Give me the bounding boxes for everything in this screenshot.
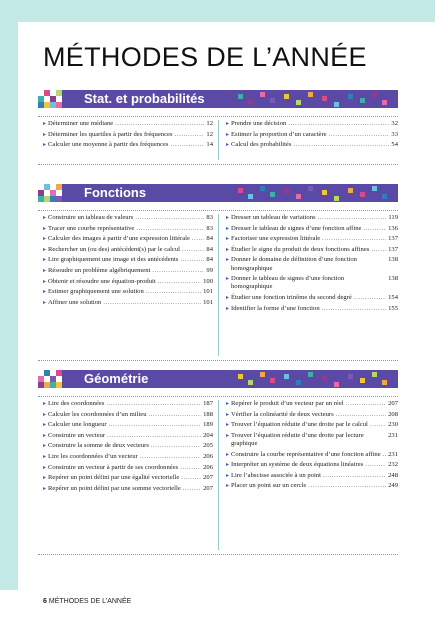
method-label: Donner le domaine de définition d’une fonction homographique [231, 256, 357, 272]
method-label: Résoudre un problème algébriquement [48, 266, 151, 274]
page-number: 207 [203, 484, 213, 492]
method-entry[interactable] [43, 464, 213, 472]
method-label: Étudier une fonction trinôme du second degré [231, 293, 352, 301]
page-number: 84 [206, 256, 213, 264]
column-divider [218, 120, 219, 160]
decor-square [348, 374, 353, 379]
bullet-arrow-icon: ▸ [43, 485, 47, 492]
method-label: Construire la courbe représentative d’une fonction affine [231, 450, 381, 458]
method-entry[interactable] [43, 256, 213, 264]
leader-dots [182, 246, 204, 254]
page-number: 119 [388, 214, 398, 221]
decor-square [260, 186, 265, 191]
method-label: Lire les coordonnées d’un vecteur [48, 452, 138, 460]
section-title: Stat. et probabilités [84, 91, 205, 106]
column-right [226, 400, 398, 493]
section-rule-top [38, 116, 398, 117]
method-entry[interactable] [226, 482, 398, 490]
page-number: 84 [206, 235, 213, 243]
method-entry[interactable] [43, 411, 213, 419]
decor-square [308, 92, 313, 97]
page-number: 99 [206, 266, 213, 274]
page-number: 205 [203, 442, 213, 450]
bullet-arrow-icon: ▸ [226, 294, 230, 301]
method-label: Calcul des probabilités [231, 141, 292, 149]
page-number: 231 [388, 450, 398, 458]
section-fonctions [38, 184, 398, 312]
method-label: Trouver l’équation réduite d’une droite par le calcul [231, 421, 368, 429]
page-number: 188 [203, 410, 213, 418]
decor-square [238, 94, 243, 99]
decor-square [248, 194, 253, 199]
leader-dots [346, 400, 387, 408]
leader-dots [192, 235, 205, 243]
method-label: Prendre une décision [231, 120, 287, 127]
bullet-arrow-icon: ▸ [43, 299, 47, 306]
footer-page-number: 6 [43, 598, 47, 605]
column-right [226, 120, 398, 152]
method-label: Interpréter un système de deux équations linéaires [231, 461, 364, 469]
method-label: Déterminer une médiane [48, 120, 114, 127]
decor-square [360, 192, 365, 197]
method-label: Tracer une courbe représentative [48, 224, 135, 232]
decor-square [372, 372, 377, 377]
decor-square [348, 188, 353, 193]
decor-square [360, 98, 365, 103]
decor-square [348, 94, 353, 99]
leader-dots [181, 474, 201, 482]
method-entry[interactable] [226, 214, 398, 222]
method-label: Estimer la proportion d’un caractère [231, 130, 327, 138]
decor-square [360, 378, 365, 383]
leader-dots [365, 461, 386, 469]
leader-dots [336, 411, 386, 419]
method-label: Dresser le tableau de signes d’une fonction affine [231, 224, 362, 232]
method-label: Affiner une solution [48, 298, 102, 306]
method-label: Calculer des images à partir d’une expression littérale [48, 235, 190, 243]
page-number: 208 [388, 410, 398, 418]
leader-dots [107, 432, 201, 440]
leader-dots [158, 278, 201, 286]
leader-dots [322, 305, 386, 313]
page-number: 83 [206, 224, 213, 232]
method-entry[interactable] [43, 453, 213, 461]
method-label: Vérifier la colinéarité de deux vecteurs [231, 410, 334, 418]
leader-dots [323, 472, 386, 480]
method-label: Lire des coordonnées [48, 400, 105, 407]
method-entry[interactable] [43, 267, 213, 275]
page-number: 137 [388, 235, 398, 243]
bullet-arrow-icon: ▸ [43, 121, 47, 127]
leader-dots [151, 442, 201, 450]
bullet-arrow-icon: ▸ [226, 483, 230, 490]
section-rule-bottom [38, 554, 398, 555]
bullet-arrow-icon: ▸ [226, 142, 230, 149]
method-label: Repérer le produit d’un vecteur par un réel [231, 400, 344, 407]
bullet-arrow-icon: ▸ [226, 215, 230, 221]
leader-dots [170, 141, 204, 149]
method-label: Calculer les coordonnées d’un milieu [48, 410, 147, 418]
method-entry[interactable] [226, 461, 398, 469]
method-entry[interactable] [43, 131, 213, 139]
decor-square [334, 102, 339, 107]
page-number: 33 [391, 130, 398, 138]
method-entry[interactable] [43, 278, 213, 286]
bullet-arrow-icon: ▸ [226, 432, 230, 439]
footer-label: MÉTHODES DE L’ANNÉE [48, 598, 132, 605]
method-label: Étudier le signe du produit de deux fonctions affines [231, 245, 370, 253]
method-entry[interactable] [43, 299, 213, 307]
method-label: Lire l’abscisse associée à un point [231, 471, 321, 479]
leader-dots [146, 288, 201, 296]
method-label: Construire un vecteur à partir de ses coordonnées [48, 463, 179, 471]
bullet-arrow-icon: ▸ [226, 121, 230, 127]
column-right [226, 214, 398, 315]
method-entry[interactable] [226, 421, 398, 429]
method-label: Factoriser une expression littérale [231, 235, 321, 243]
decor-square [372, 92, 377, 97]
bullet-arrow-icon: ▸ [43, 131, 47, 138]
decor-square [372, 186, 377, 191]
method-entry[interactable] [43, 120, 213, 128]
leader-dots [140, 453, 201, 461]
decor-square [296, 100, 301, 105]
bullet-arrow-icon: ▸ [43, 289, 47, 296]
page-number: 12 [206, 120, 213, 127]
bullet-arrow-icon: ▸ [43, 236, 47, 243]
section-geometrie [38, 370, 398, 492]
method-entry[interactable] [43, 400, 213, 408]
decor-square [382, 100, 387, 105]
method-label: Estimer graphiquement une solution [48, 288, 144, 296]
page-number: 154 [388, 293, 398, 301]
column-divider [218, 214, 219, 356]
method-entry[interactable] [226, 275, 398, 291]
leader-dots [329, 131, 390, 139]
method-entry[interactable] [43, 421, 213, 429]
leader-dots [149, 411, 202, 419]
page-number: 54 [391, 141, 398, 149]
section-rule-top [38, 396, 398, 397]
leader-dots [109, 421, 202, 429]
page-number: 136 [388, 224, 398, 232]
decor-square [296, 194, 301, 199]
section-header [38, 184, 398, 206]
decor-square [322, 376, 327, 381]
method-label: Repérer un point défini par une égalité vectorielle [48, 474, 180, 482]
method-label: Obtenir et résoudre une équation-produit [48, 277, 156, 285]
method-entry[interactable] [226, 400, 398, 408]
leader-dots [370, 421, 386, 429]
bullet-arrow-icon: ▸ [43, 257, 47, 264]
bullet-arrow-icon: ▸ [226, 451, 230, 458]
decor-square [270, 378, 275, 383]
method-label: Identifier la forme d’une fonction [231, 304, 320, 312]
method-label: Construire un vecteur [48, 431, 106, 439]
column-divider [218, 400, 219, 550]
decor-square [248, 380, 253, 385]
section-title: Fonctions [84, 185, 147, 200]
decor-square [308, 372, 313, 377]
leader-dots [322, 235, 386, 243]
method-label: Construire la somme de deux vecteurs [48, 442, 149, 450]
page-number: 138 [388, 256, 398, 264]
decor-square [382, 194, 387, 199]
method-label: Rechercher un (ou des) antécédent(s) par le calcul [48, 245, 180, 253]
leader-dots [183, 485, 201, 493]
decor-square [284, 94, 289, 99]
page-number: 187 [203, 400, 213, 407]
method-entry[interactable] [226, 305, 398, 313]
bullet-arrow-icon: ▸ [226, 411, 230, 418]
decor-square [284, 188, 289, 193]
bullet-arrow-icon: ▸ [43, 432, 47, 439]
page-number: 204 [203, 431, 213, 439]
method-entry[interactable] [226, 432, 398, 448]
page-number: 155 [388, 304, 398, 312]
bullet-arrow-icon: ▸ [43, 411, 47, 418]
section-header [38, 370, 398, 392]
decor-square [382, 380, 387, 385]
bullet-arrow-icon: ▸ [43, 443, 47, 450]
top-band [0, 0, 435, 22]
section-header [38, 90, 398, 112]
bullet-arrow-icon: ▸ [226, 246, 230, 253]
method-label: Calculer une moyenne à partir des fréquences [48, 141, 169, 149]
section-rule-bottom [38, 164, 398, 165]
side-band [0, 0, 18, 590]
decor-square [284, 374, 289, 379]
bullet-arrow-icon: ▸ [226, 422, 230, 429]
bullet-arrow-icon: ▸ [43, 422, 47, 429]
method-entry[interactable] [226, 141, 398, 149]
method-entry[interactable] [226, 235, 398, 243]
bullet-arrow-icon: ▸ [43, 225, 47, 232]
page-number: 232 [388, 461, 398, 469]
method-entry[interactable] [43, 432, 213, 440]
decor-square [38, 102, 44, 108]
method-entry[interactable] [43, 141, 213, 149]
section-stats [38, 90, 398, 149]
page-number: 83 [206, 214, 213, 221]
method-label: Lire graphiquement une image et des antécédents [48, 256, 179, 264]
method-entry[interactable] [43, 288, 213, 296]
leader-dots [106, 400, 201, 408]
method-entry[interactable] [43, 214, 213, 222]
leader-dots [293, 141, 389, 149]
bullet-arrow-icon: ▸ [43, 215, 47, 221]
page-number: 32 [391, 120, 398, 127]
page-number: 137 [388, 245, 398, 253]
method-entry[interactable] [43, 485, 213, 493]
page-number: 207 [203, 474, 213, 482]
method-entry[interactable] [226, 294, 398, 302]
leader-dots [115, 120, 204, 128]
method-entry[interactable] [43, 235, 213, 243]
method-entry[interactable] [226, 411, 398, 419]
page-number: 231 [388, 431, 398, 439]
leader-dots [136, 225, 204, 233]
decor-square [238, 374, 243, 379]
method-label: Déterminer les quartiles à partir des fréquences [48, 130, 173, 138]
section-title: Géométrie [84, 371, 149, 386]
decor-square [322, 96, 327, 101]
page-number: 206 [203, 463, 213, 471]
method-entry[interactable] [226, 451, 398, 459]
leader-dots [354, 294, 386, 302]
bullet-arrow-icon: ▸ [43, 278, 47, 285]
decor-square [270, 98, 275, 103]
leader-dots [363, 225, 386, 233]
bullet-arrow-icon: ▸ [226, 472, 230, 479]
bullet-arrow-icon: ▸ [226, 462, 230, 469]
method-entry[interactable] [43, 474, 213, 482]
decor-square [38, 196, 44, 202]
leader-dots [318, 214, 387, 222]
page-number: 138 [388, 275, 398, 283]
method-label: Repérer un point défini par une somme vectorielle [48, 484, 181, 492]
bullet-arrow-icon: ▸ [43, 142, 47, 149]
decor-square [308, 186, 313, 191]
bullet-arrow-icon: ▸ [226, 276, 230, 283]
leader-dots [288, 120, 389, 128]
page-number: 12 [206, 130, 213, 138]
bullet-arrow-icon: ▸ [43, 453, 47, 460]
section-rule-bottom [38, 360, 398, 361]
page-number: 101 [203, 298, 213, 306]
leader-dots [180, 464, 201, 472]
method-label: Construire un tableau de valeurs [48, 214, 134, 221]
bullet-arrow-icon: ▸ [226, 225, 230, 232]
page-number: 207 [388, 400, 398, 407]
column-left [43, 400, 213, 495]
page-title: MÉTHODES DE L’ANNÉE [43, 42, 367, 72]
page-number: 249 [388, 482, 398, 490]
bullet-arrow-icon: ▸ [226, 131, 230, 138]
method-entry[interactable] [43, 442, 213, 450]
decor-square [296, 380, 301, 385]
page-footer [43, 598, 131, 605]
page-number: 84 [206, 245, 213, 253]
page-number: 14 [206, 141, 213, 149]
bullet-arrow-icon: ▸ [226, 401, 230, 407]
page-number: 248 [388, 471, 398, 479]
decor-square [238, 188, 243, 193]
method-entry[interactable] [226, 246, 398, 254]
leader-dots [180, 256, 204, 264]
bullet-arrow-icon: ▸ [43, 401, 47, 407]
decor-square [248, 100, 253, 105]
page-number: 101 [203, 288, 213, 296]
leader-dots [308, 482, 386, 490]
method-label: Dresser un tableau de variations [231, 214, 316, 221]
method-label: Calculer une longueur [48, 421, 107, 429]
method-entry[interactable] [226, 225, 398, 233]
column-left [43, 120, 213, 152]
bullet-arrow-icon: ▸ [226, 236, 230, 243]
page-number: 189 [203, 421, 213, 429]
decor-square [334, 196, 339, 201]
decor-square [322, 190, 327, 195]
leader-dots [175, 131, 205, 139]
method-entry[interactable] [226, 472, 398, 480]
leader-dots [103, 299, 201, 307]
page-number: 230 [388, 421, 398, 429]
section-rule-top [38, 210, 398, 211]
bullet-arrow-icon: ▸ [226, 257, 230, 264]
column-left [43, 214, 213, 309]
bullet-arrow-icon: ▸ [43, 464, 47, 471]
method-entry[interactable] [43, 225, 213, 233]
bullet-arrow-icon: ▸ [43, 267, 47, 274]
decor-square [334, 382, 339, 387]
method-label: Donner le tableau de signes d’une fonction homographique [231, 275, 345, 291]
method-entry[interactable] [226, 120, 398, 128]
decor-square [260, 372, 265, 377]
leader-dots [383, 451, 386, 459]
decor-square [270, 192, 275, 197]
page-number: 206 [203, 452, 213, 460]
page-number: 100 [203, 277, 213, 285]
bullet-arrow-icon: ▸ [43, 475, 47, 482]
decor-square [260, 92, 265, 97]
leader-dots [152, 267, 204, 275]
method-entry[interactable] [226, 256, 398, 272]
method-label: Placer un point sur un cercle [231, 482, 307, 490]
decor-square [38, 382, 44, 388]
method-label: Trouver l’équation réduite d’une droite par lecture graphique [231, 431, 364, 447]
bullet-arrow-icon: ▸ [43, 246, 47, 253]
bullet-arrow-icon: ▸ [226, 305, 230, 312]
leader-dots [135, 214, 204, 222]
method-entry[interactable] [226, 131, 398, 139]
leader-dots [371, 246, 386, 254]
method-entry[interactable] [43, 246, 213, 254]
